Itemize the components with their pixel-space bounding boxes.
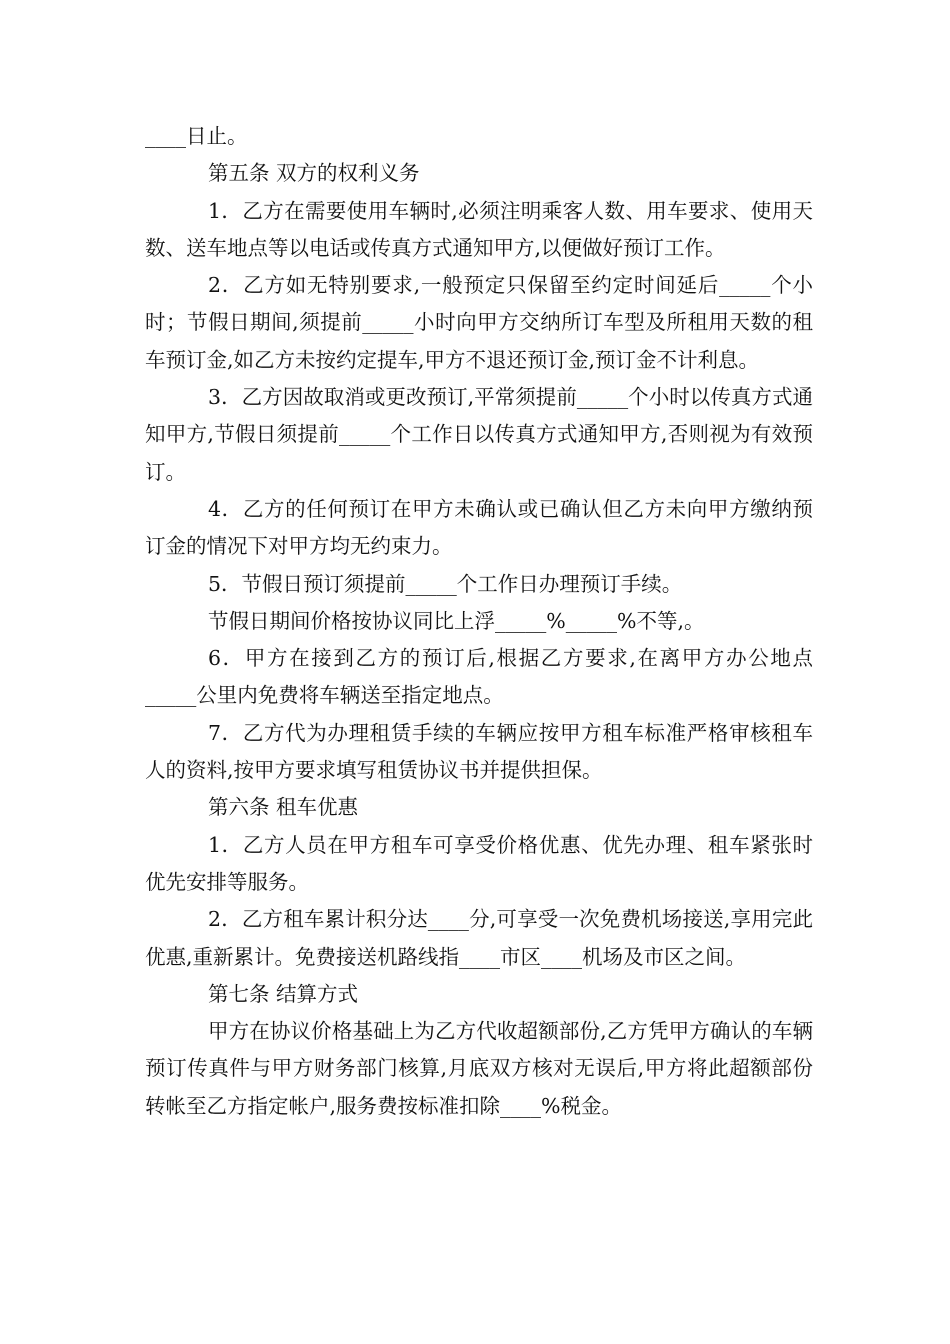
article-5-clause-5: 5．节假日预订须提前_____个工作日办理预订手续。 <box>208 571 683 596</box>
holiday-price-note: 节假日期间价格按协议同比上浮_____%_____%不等,。 <box>208 608 705 633</box>
article-5-clause-3: 3．乙方因故取消或更改预订,平常须提前_____个小时以传真方式通知甲方,节假日须提前_____个工作日以传真方式通知甲方,否则视为有效预订。 <box>145 385 813 484</box>
article-5-heading: 第五条 双方的权利义务 <box>208 161 420 186</box>
article-6-clause-2: 2．乙方租车累计积分达____分,可享受一次免费机场接送,享用完此优惠,重新累计。免费接送机路线指____市区____机场及市区之间。 <box>145 907 813 969</box>
article-5-clause-4: 4．乙方的任何预订在甲方未确认或已确认但乙方未向甲方缴纳预订金的情况下对甲方均无约束力。 <box>145 496 813 559</box>
article-7-body: 甲方在协议价格基础上为乙方代收超额部份,乙方凭甲方确认的车辆预订传真件与甲方财务部门核算,月底双方核对无误后,甲方将此超额部份转帐至乙方指定帐户,服务费按标准扣除____%税金。 <box>145 1019 813 1118</box>
document-body <box>145 118 813 1125</box>
article-6-heading: 第六条 租车优惠 <box>208 795 359 820</box>
article-7-heading: 第七条 结算方式 <box>208 981 359 1006</box>
paragraph-continuation: ____日止。 <box>145 124 248 148</box>
article-5-clause-7: 7．乙方代为办理租赁手续的车辆应按甲方租车标准严格审核租车人的资料,按甲方要求填写租赁协议书并提供担保。 <box>145 720 813 783</box>
article-5-clause-6: 6．甲方在接到乙方的预订后,根据乙方要求,在离甲方办公地点_____公里内免费将车辆送至指定地点。 <box>145 646 813 708</box>
article-5-clause-1: 1．乙方在需要使用车辆时,必须注明乘客人数、用车要求、使用天数、送车地点等以电话或传真方式通知甲方,以便做好预订工作。 <box>145 198 813 260</box>
article-6-clause-1: 1．乙方人员在甲方租车可享受价格优惠、优先办理、租车紧张时优先安排等服务。 <box>145 832 813 894</box>
article-5-clause-2: 2．乙方如无特别要求,一般预定只保留至约定时间延后_____个小时；节假日期间,须提前_____小时向甲方交纳所订车型及所租用天数的租车预订金,如乙方未按约定提车,甲方不退还预订金,预订金不计利息。 <box>145 273 813 372</box>
